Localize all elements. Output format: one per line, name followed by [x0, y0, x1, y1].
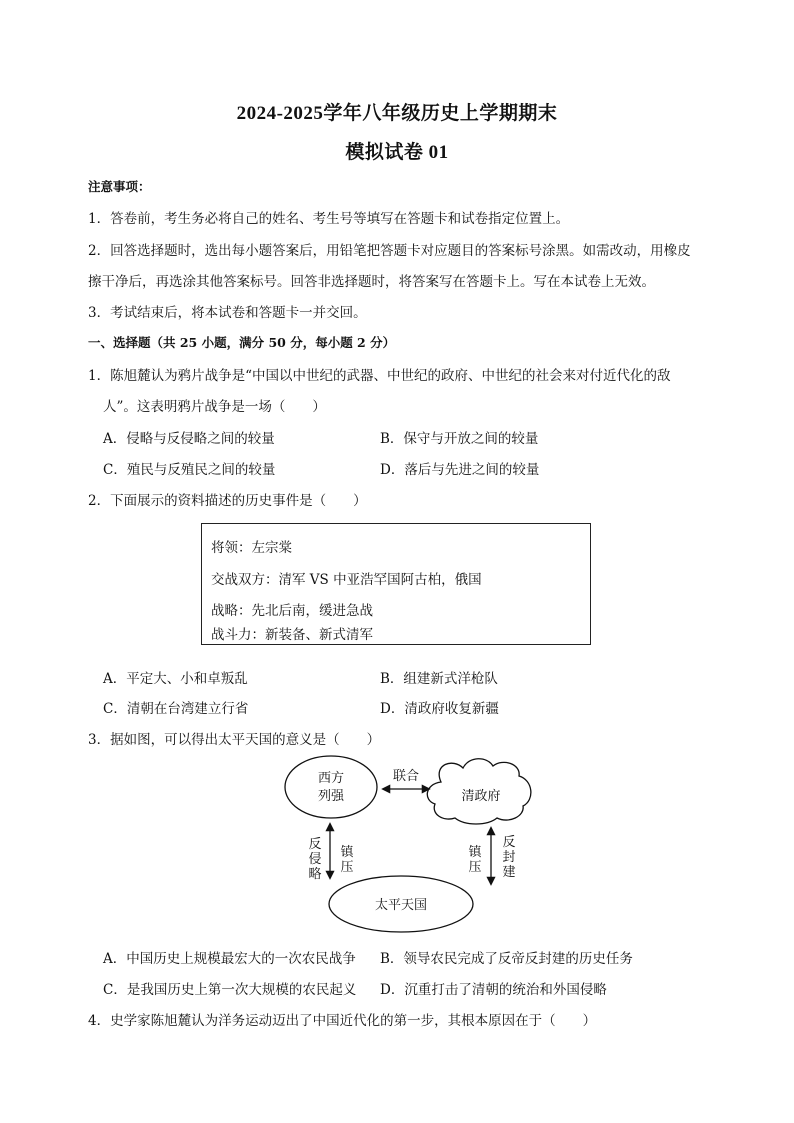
right-outer-char: 反	[502, 835, 516, 850]
material-line: 交战双方：清军 VS 中亚浩罕国阿古柏，俄国	[211, 572, 482, 588]
question-3-option-d[interactable]: D．沉重打击了清朝的统治和外国侵略	[380, 982, 607, 998]
left-inner-char: 压	[340, 860, 354, 875]
exam-title-line2: 模拟试卷 01	[345, 142, 449, 163]
question-2-stem: 2．下面展示的资料描述的历史事件是（ ）	[88, 493, 367, 509]
question-3-option-c[interactable]: C．是我国历史上第一次大规模的农民起义	[103, 982, 357, 998]
taiping-label: 太平天国	[374, 898, 428, 913]
section-heading: 一、选择题（共 25 小题，满分 50 分，每小题 2 分）	[88, 335, 396, 350]
question-2-material-box	[201, 523, 591, 645]
question-3-stem: 3．据如图，可以得出太平天国的意义是（ ）	[88, 732, 381, 748]
material-line: 战略：先北后南，缓进急战	[211, 603, 373, 619]
question-1-stem-cont: 人”。这表明鸦片战争是一场（ ）	[103, 399, 326, 415]
notice-item: 1．答卷前，考生务必将自己的姓名、考生号等填写在答题卡和试卷指定位置上。	[88, 211, 570, 227]
question-4-stem: 4．史学家陈旭麓认为洋务运动迈出了中国近代化的第一步，其根本原因在于（ ）	[88, 1013, 597, 1029]
notice-item: 擦干净后，再选涂其他答案标号。回答非选择题时，将答案写在答题卡上。写在本试卷上无效。	[88, 274, 655, 290]
right-outer-char: 封	[502, 850, 516, 865]
west-label-1: 西方	[317, 771, 345, 786]
exam-title-line1: 2024-2025学年八年级历史上学期期末	[236, 103, 558, 124]
notice-item: 3．考试结束后，将本试卷和答题卡一并交回。	[88, 305, 367, 321]
question-1-option-b[interactable]: B．保守与开放之间的较量	[380, 431, 539, 447]
west-label-2: 列强	[317, 789, 345, 804]
question-1-stem: 1．陈旭麓认为鸦片战争是“中国以中世纪的武器、中世纪的政府、中世纪的社会来对付近代化的敌	[88, 368, 671, 384]
right-inner-char: 压	[468, 860, 482, 875]
question-3-option-a[interactable]: A．中国历史上规模最宏大的一次农民战争	[103, 951, 356, 967]
question-1-option-a[interactable]: A．侵略与反侵略之间的较量	[103, 431, 275, 447]
question-2-option-c[interactable]: C．清朝在台湾建立行省	[103, 701, 249, 717]
alliance-label: 联合	[392, 769, 420, 784]
left-outer-char: 反	[308, 837, 322, 852]
notice-item: 2．回答选择题时，选出每小题答案后，用铅笔把答题卡对应题目的答案标号涂黑。如需改动，用橡皮	[88, 243, 691, 259]
question-2-option-a[interactable]: A．平定大、小和卓叛乱	[103, 671, 248, 687]
right-inner-char: 镇	[468, 845, 482, 860]
question-1-option-c[interactable]: C．殖民与反殖民之间的较量	[103, 462, 276, 478]
taiping-relation-diagram	[283, 752, 539, 934]
qing-label: 清政府	[461, 789, 501, 804]
right-outer-char: 建	[502, 865, 516, 880]
material-line: 战斗力：新装备、新式清军	[211, 627, 373, 643]
material-line: 将领：左宗棠	[211, 540, 292, 556]
left-outer-char: 侵	[308, 852, 322, 867]
question-1-option-d[interactable]: D．落后与先进之间的较量	[380, 462, 540, 478]
question-3-option-b[interactable]: B．领导农民完成了反帝反封建的历史任务	[380, 951, 633, 967]
question-2-option-b[interactable]: B．组建新式洋枪队	[380, 671, 498, 687]
west-powers-ellipse	[285, 756, 377, 818]
question-2-option-d[interactable]: D．清政府收复新疆	[380, 701, 499, 717]
notice-heading: 注意事项：	[88, 179, 151, 194]
left-outer-char: 略	[308, 867, 322, 882]
left-inner-char: 镇	[340, 845, 354, 860]
